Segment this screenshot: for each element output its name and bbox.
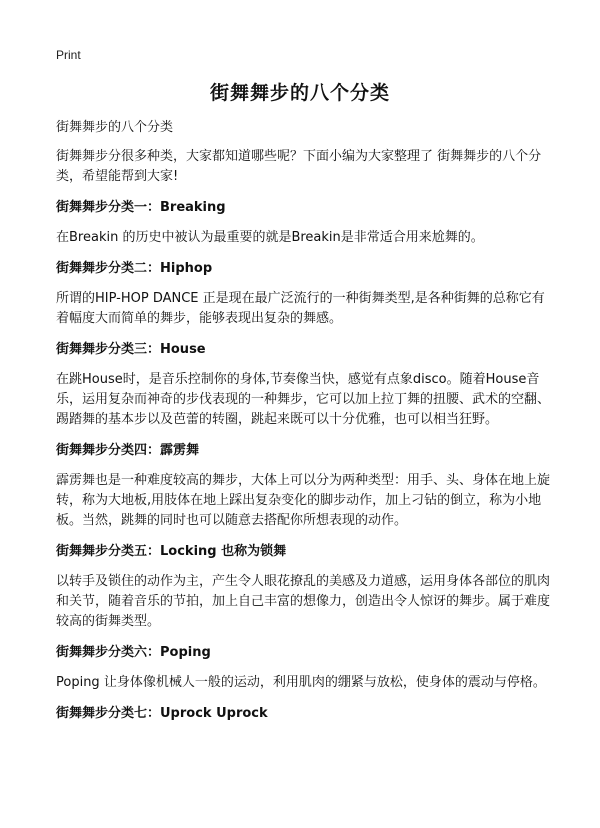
article-body [56,118,556,734]
section-heading-7: 街舞舞步分类七：Uprock Uprock [56,706,268,721]
section-body-5: 以转手及锁住的动作为主，产生令人眼花撩乱的美感及力道感，运用身体各部位的肌肉和关节，随着音乐的节拍，加上自己丰富的想像力，创造出令人惊讶的舞步。属于难度较高的街舞类型。 [56,574,551,629]
section-heading-1: 街舞舞步分类一：Breaking [56,200,226,215]
section-heading-3: 街舞舞步分类三：House [56,342,206,357]
section-heading-6: 街舞舞步分类六：Poping [56,645,211,660]
section-body-3: 在跳House时，是音乐控制你的身体,节奏像当快，感觉有点象disco。随着House音乐，运用复杂而神奇的步伐表现的一种舞步，它可以加上拉丁舞的扭腰、武术的空翻、踢踏舞的基本步以及芭蕾的转圈，跳起来既可以十分优雅，也可以相当狂野。 [56,372,551,427]
article-subtitle: 街舞舞步的八个分类 [56,120,174,135]
section-heading-2: 街舞舞步分类二：Hiphop [56,261,213,276]
section-heading-5: 街舞舞步分类五：Locking 也称为锁舞 [56,544,287,559]
section-body-2: 所谓的HIP-HOP DANCE 正是现在最广泛流行的一种街舞类型,是各种街舞的总称它有着幅度大而简单的舞步，能够表现出复杂的舞感。 [56,291,545,326]
section-heading-4: 街舞舞步分类四：霹雳舞 [56,443,200,458]
intro-paragraph: 街舞舞步分很多种类，大家都知道哪些呢？下面小编为大家整理了 街舞舞步的八个分类，希望能帮到大家! [56,149,542,184]
page-title: 街舞舞步的八个分类 [209,82,390,104]
print-link[interactable]: Print [56,48,81,62]
section-body-1: 在Breakin 的历史中被认为最重要的就是Breakin是非常适合用来尬舞的。 [56,230,484,245]
section-body-6: Poping 让身体像机械人一般的运动，利用肌肉的绷紧与放松，使身体的震动与停格。 [56,675,546,690]
section-body-4: 霹雳舞也是一种难度较高的舞步，大体上可以分为两种类型：用手、头、身体在地上旋转，称为大地板,用肢体在地上踩出复杂变化的脚步动作，加上刁钻的倒立，称为小地板。当然，跳舞的同时也可以随意去搭配你所想表现的动作。 [56,473,551,528]
